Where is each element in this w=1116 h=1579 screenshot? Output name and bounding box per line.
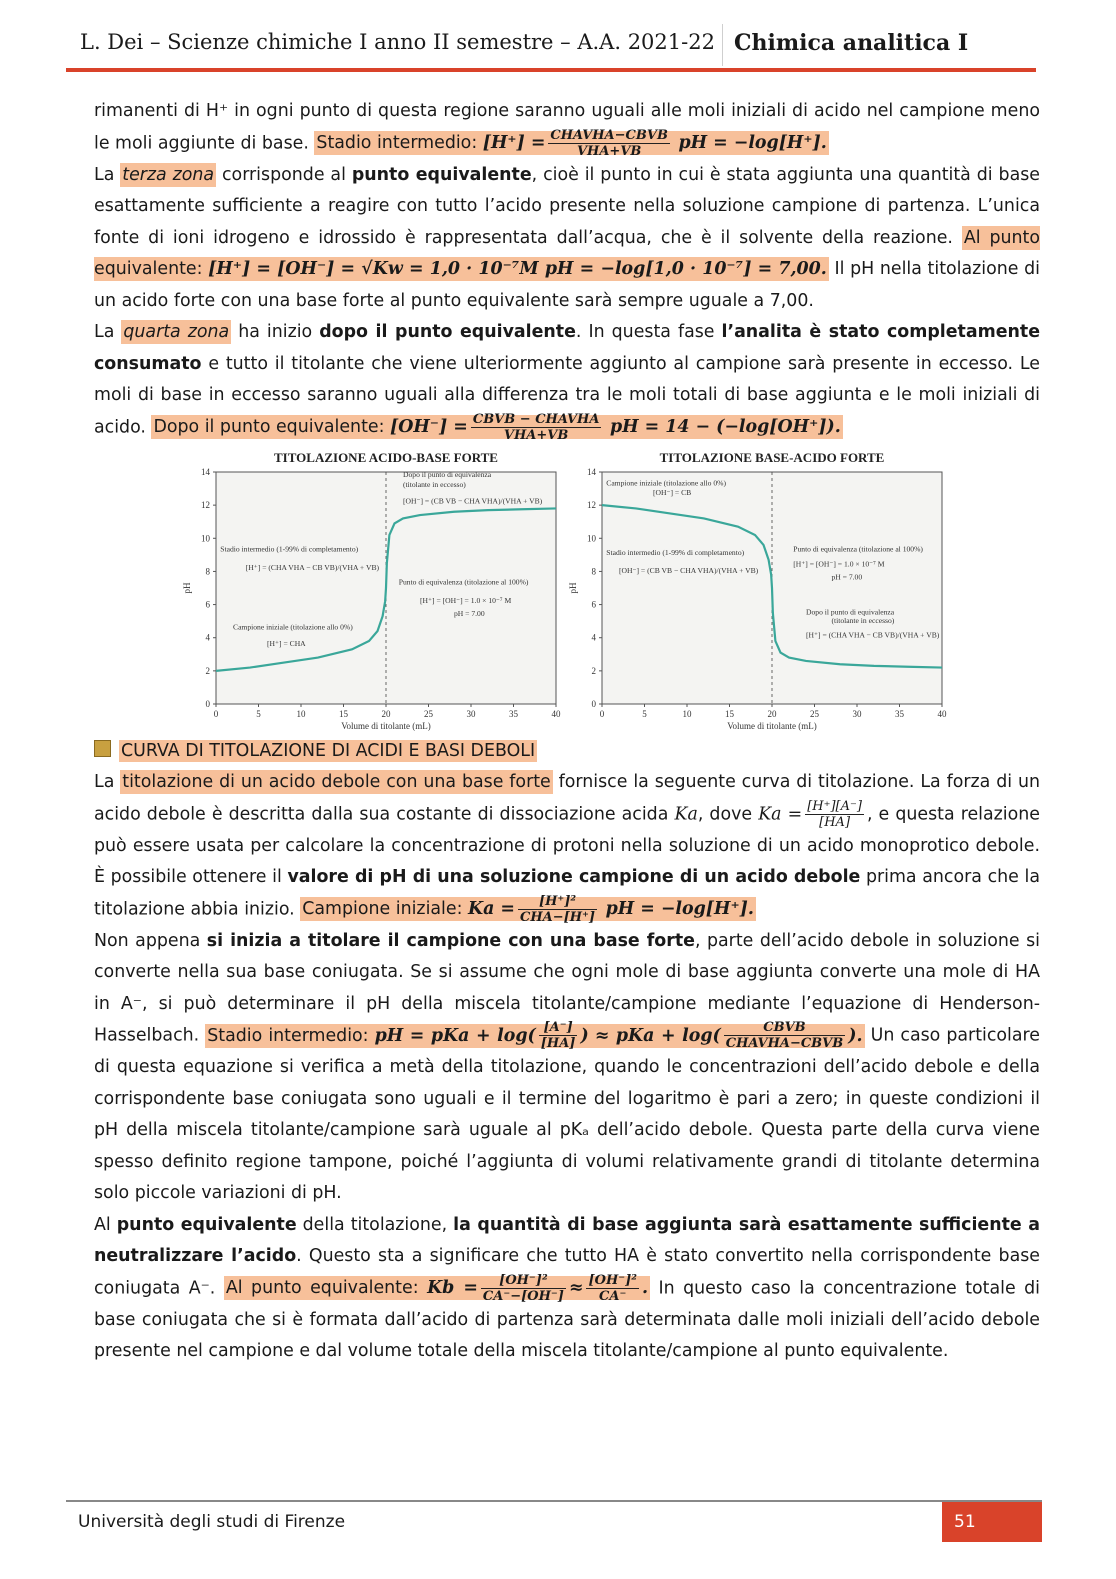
p5-frac2 [724, 1020, 846, 1051]
p2-d: Il pH nella titolazione di un acido forte con una base forte al punto equivalente sarà sempre uguale a 7,00. [94, 259, 1040, 311]
titration-figures [94, 450, 1040, 732]
y-tick-label: 6 [205, 599, 210, 610]
p3-bold2: l’analita è stato completamente consumato [94, 322, 1041, 374]
p1-num: CHAVHA−CBVB [550, 127, 668, 143]
x-tick-label: 10 [682, 708, 692, 719]
x-tick-label: 10 [296, 708, 306, 719]
chart-annotation: pH = 7.00 [454, 608, 485, 618]
p2-a: La [94, 164, 121, 185]
x-tick-label: 30 [852, 708, 862, 719]
p6-label: Al punto equivalente: [225, 1278, 419, 1298]
y-tick-label: 14 [587, 466, 596, 477]
chart-annotation: [H⁺] = (CHA VHA − CB VB)/(VHA + VB) [245, 562, 380, 572]
p4-lhs: Ka = [467, 899, 515, 919]
paragraph-third-zone [94, 160, 1040, 318]
p4-d: , e questa relazione può essere usata per calcolare la concentrazione di protoni nella soluzione di un acido monoprotico debole. È possibile ottenere il [94, 804, 1040, 887]
p3-lhs: [OH⁻] = [390, 417, 468, 437]
p4-ph: pH = −log[H⁺]. [605, 899, 754, 919]
p3-bold1: dopo il punto equivalente [319, 322, 576, 342]
page-footer [66, 1500, 1042, 1544]
footer-page-box [942, 1502, 1042, 1542]
y-tick-label: 4 [205, 632, 210, 643]
x-tick-label: 25 [810, 708, 819, 719]
x-tick-label: 5 [256, 708, 261, 719]
p6-d1: CA⁻−[OH⁻] [482, 1288, 564, 1304]
fourth-zone-label: quarta zona [123, 322, 230, 342]
y-axis-label: pH [568, 582, 578, 593]
p4-den: [HA] [819, 814, 851, 830]
p2-formula: [H⁺] = [OH⁻] = √Kw = 1,0 · 10⁻⁷M pH = −log[1,0 · 10⁻⁷] = 7,00. [208, 259, 827, 279]
figure-acid-base [174, 450, 564, 732]
p6-d: In questo caso la concentrazione totale di base coniugata che si è formata dall’acido di partenza sarà determinata dalle moli iniziali dell’acido debole presente nel campione e dal volume totale della miscela titolante/campione al punto equivalente. [94, 1278, 1041, 1361]
p3-b: ha inizio [231, 322, 320, 342]
p3-label: Dopo il punto equivalente: [153, 417, 385, 437]
chart-annotation: Dopo il punto di equivalenza [806, 607, 895, 617]
header-separator [722, 24, 723, 66]
p4-c: , dove [697, 804, 759, 824]
p5-bold: si inizia a titolare il campione con una base forte [206, 930, 695, 951]
y-tick-label: 0 [205, 698, 210, 709]
y-tick-label: 4 [591, 632, 596, 643]
formula-initial-weak [300, 893, 756, 925]
chart-annotation: Campione iniziale (titolazione allo 0%) [606, 477, 727, 487]
formula-after-equivalence [151, 411, 842, 443]
p2-label: Al punto equivalente: [94, 227, 1040, 279]
chart-annotation: [OH⁻] = CB [653, 487, 692, 497]
p2-c: , cioè il punto in cui è stata aggiunta una quantità di base esattamente sufficiente a reagire con tutto l’acido presente nella soluzione campione di partenza. L’unica fonte di ioni idrogeno e idrossido è rappresentata dall’acqua, che è il solvente della reazione. [94, 164, 1040, 248]
y-tick-label: 0 [591, 698, 596, 709]
formula-kb [224, 1272, 650, 1304]
x-tick-label: 20 [381, 708, 391, 719]
p5-n1: [A⁻] [539, 1020, 578, 1036]
p4-fraction [518, 894, 597, 925]
p4-fden: CHA−[H⁺] [520, 909, 596, 925]
header-subject: Chimica analitica I [734, 30, 969, 56]
x-tick-label: 20 [767, 708, 777, 719]
paragraph-intermediate-strong [94, 96, 1040, 160]
p6-lhs: Kb = [427, 1278, 478, 1298]
p1-text: rimanenti di H⁺ in ogni punto di questa regione saranno uguali alle moli iniziali di acido nel campione meno le moli aggiunte di base. [94, 101, 1040, 153]
p5-c: Un caso particolare di questa equazione si verifica a metà della titolazione, quando le concentrazioni dell’acido debole e della corrispondente base coniugata sono uguali e il termine del logaritmo è pari a zero; in queste condizioni il pH della miscela titolante/campione sarà uguale al pKₐ dell’acido debole. Questa parte della curva viene spesso definito regione tampone, poiché l’aggiunta di volumi relativamente grandi di titolante determina solo piccole variazioni di pH. [94, 1025, 1040, 1203]
x-tick-label: 15 [339, 708, 348, 719]
p6-c: . Questo sta a significare che tutto HA è stato convertito nella corrispondente base coniugata A⁻. [94, 1246, 1040, 1298]
y-tick-label: 12 [587, 499, 596, 510]
y-tick-label: 8 [205, 565, 210, 576]
x-tick-label: 0 [599, 708, 605, 719]
p4-highlight: titolazione di un acido debole con una base forte [122, 772, 551, 792]
p5-n2: CBVB [724, 1020, 846, 1036]
y-tick-label: 14 [201, 466, 210, 477]
x-tick-label: 25 [424, 708, 433, 719]
y-tick-label: 8 [591, 565, 596, 576]
p4-fnum: [H⁺]² [518, 894, 597, 910]
p4-b: fornisce la seguente curva di titolazione. La forza di un acido debole è descritta dalla sua costante di dissociazione acida [94, 772, 1041, 824]
p4-ka1: Ka [674, 804, 698, 824]
chart-title: TITOLAZIONE BASE-ACIDO FORTE [659, 449, 885, 465]
header-course-info: L. Dei – Scienze chimiche I anno II semestre – A.A. 2021-22 [80, 30, 715, 54]
p6-n2: [OH⁻]² [588, 1272, 637, 1288]
p4-num: [H⁺][A⁻] [807, 798, 862, 814]
p6-frac2 [586, 1273, 638, 1304]
chart-annotation: (titolante in eccesso) [831, 615, 895, 625]
chart-annotation: Stadio intermedio (1-99% di completamento) [606, 547, 745, 557]
p6-bold2: la quantità di base aggiunta sarà esattamente sufficiente a neutralizzare l’acido [94, 1214, 1040, 1266]
p1-lhs: [H⁺] = [482, 133, 546, 153]
third-zone-label: terza zona [122, 164, 215, 185]
footer-rule [66, 1500, 1042, 1502]
p3-den: VHA+VB [503, 427, 569, 443]
p6-frac1 [481, 1273, 566, 1304]
page-content [94, 96, 1040, 1368]
paragraph-weak-equivalence [94, 1210, 1040, 1368]
p5-d1: [HA] [540, 1036, 576, 1051]
chart-annotation: [H⁺] = (CHA VHA − CB VB)/(VHA + VB) [806, 630, 940, 640]
y-tick-label: 10 [587, 532, 596, 543]
p5-b: , parte dell’acido debole in soluzione si converte nella sua base coniugata. Se si assume che ogni mole di base aggiunta converte una mole di HA in A⁻, si può determinare il pH della miscela titolante/campione mediante l’equazione di Henderson-Hasselbach. [94, 930, 1040, 1046]
y-tick-label: 2 [591, 665, 596, 676]
p6-b: della titolazione, [296, 1214, 454, 1235]
section-bullet-icon [94, 740, 111, 757]
p4-bold: valore di pH di una soluzione campione di un acido debole [287, 867, 861, 887]
chart-annotation: Campione iniziale (titolazione allo 0%) [233, 621, 353, 631]
x-tick-label: 40 [551, 708, 561, 719]
section-title: CURVA DI TITOLAZIONE DI ACIDI E BASI DEBOLI [121, 740, 536, 761]
p3-num: CBVB − CHAVHA [472, 411, 600, 427]
x-tick-label: 15 [725, 708, 734, 719]
p5-f1: pH = pKa + log [374, 1025, 528, 1046]
p4-e: prima ancora che la titolazione abbia inizio. [94, 867, 1040, 919]
p3-c: . In questa fase [575, 322, 722, 342]
chart-annotation: [OH⁻] = (CB VB − CHA VHA)/(VHA + VB) [403, 495, 543, 505]
chart-annotation: (titolante in eccesso) [403, 479, 466, 489]
chart-annotation: [OH⁻] = (CB VB − CHA VHA)/(VHA + VB) [619, 565, 759, 575]
chart-annotation: Stadio intermedio (1-99% di completamento) [220, 544, 359, 554]
x-tick-label: 35 [509, 708, 518, 719]
footer-university: Università degli studi di Firenze [78, 1512, 346, 1532]
chart-annotation: [H⁺] = CHA [267, 638, 306, 648]
y-tick-label: 2 [205, 665, 210, 676]
chart-title: TITOLAZIONE ACIDO-BASE FORTE [274, 449, 498, 465]
p6-dot: . [641, 1278, 648, 1298]
y-tick-label: 6 [591, 599, 596, 610]
p4-label: Campione iniziale: [302, 899, 463, 919]
p1-den: VHA+VB [576, 143, 642, 159]
p2-bold: punto equivalente [351, 164, 532, 185]
chart-annotation: Punto di equivalenza (titolazione al 100%) [398, 577, 529, 587]
formula-intermediate-strong [314, 127, 828, 159]
p6-n1: [OH⁻]² [481, 1273, 566, 1289]
p5-label: Stadio intermedio: [207, 1025, 369, 1046]
x-axis-label: Volume di titolante (mL) [727, 720, 817, 731]
p5-frac1 [539, 1020, 578, 1051]
p6-d2: CA⁻ [599, 1288, 627, 1304]
p3-fraction [471, 412, 602, 443]
p5-d2: CHAVHA−CBVB [725, 1036, 844, 1051]
y-axis-label: pH [182, 582, 192, 593]
figure-base-acid [560, 450, 950, 732]
x-tick-label: 40 [937, 708, 947, 719]
chart-annotation: Punto di equivalenza (titolazione al 100%) [793, 544, 923, 554]
paragraph-fourth-zone [94, 317, 1040, 444]
x-tick-label: 30 [466, 708, 476, 719]
p3-d: e tutto il titolante che viene ulteriormente aggiunto al campione sarà presente in eccesso. Le moli di base in eccesso saranno uguali alla differenza tra le moli totali di base aggiunta e le moli iniziali di acido. [94, 353, 1040, 437]
p5-a: Non appena [94, 930, 207, 951]
chart-acid-base-strong [174, 450, 564, 732]
p6-approx: ≈ [568, 1278, 584, 1298]
page-header [66, 22, 1036, 72]
y-tick-label: 10 [201, 532, 210, 543]
x-tick-label: 0 [213, 708, 219, 719]
header-rule [66, 68, 1036, 72]
p3-a: La [94, 322, 122, 342]
p6-bold1: punto equivalente [116, 1214, 297, 1235]
p1-fraction [548, 128, 670, 159]
section-heading [94, 736, 1040, 768]
chart-annotation: pH = 7.00 [831, 572, 863, 582]
p4-ka2: Ka = [758, 804, 803, 824]
p5-f2: ≈ pKa + log [594, 1025, 713, 1046]
x-axis-label: Volume di titolante (mL) [341, 720, 431, 731]
x-tick-label: 5 [642, 708, 647, 719]
paragraph-buffer [94, 926, 1040, 1210]
p3-ph: pH = 14 − (−log[OH⁺]). [609, 417, 841, 437]
p1-label: Stadio intermedio: [316, 133, 478, 153]
page-number: 51 [954, 1512, 976, 1532]
chart-base-acid-strong [560, 450, 950, 732]
x-tick-label: 35 [895, 708, 904, 719]
p2-b: corrisponde al [216, 164, 352, 185]
p4-a: La [94, 772, 121, 792]
p6-a: Al [94, 1214, 117, 1235]
y-tick-label: 12 [201, 499, 210, 510]
formula-henderson: Stadio intermedio: pH = pKa + log( $\frac{[A^-]}{[HA]}$ ) ≈ pKa + log( $\frac{\text{CBVB}}{\text{CHAVHA−CBVB}}$ ). [207, 1020, 863, 1051]
chart-annotation: [H⁺] = [OH⁻] = 1.0 × 10⁻⁷ M [793, 558, 885, 568]
p1-ph: pH = −log[H⁺]. [678, 133, 827, 153]
chart-annotation: [H⁺] = [OH⁻] = 1.0 × 10⁻⁷ M [420, 595, 512, 605]
p4-ka-fraction [805, 799, 864, 830]
chart-annotation: Dopo il punto di equivalenza [403, 469, 492, 479]
paragraph-weak-acid [94, 767, 1040, 926]
